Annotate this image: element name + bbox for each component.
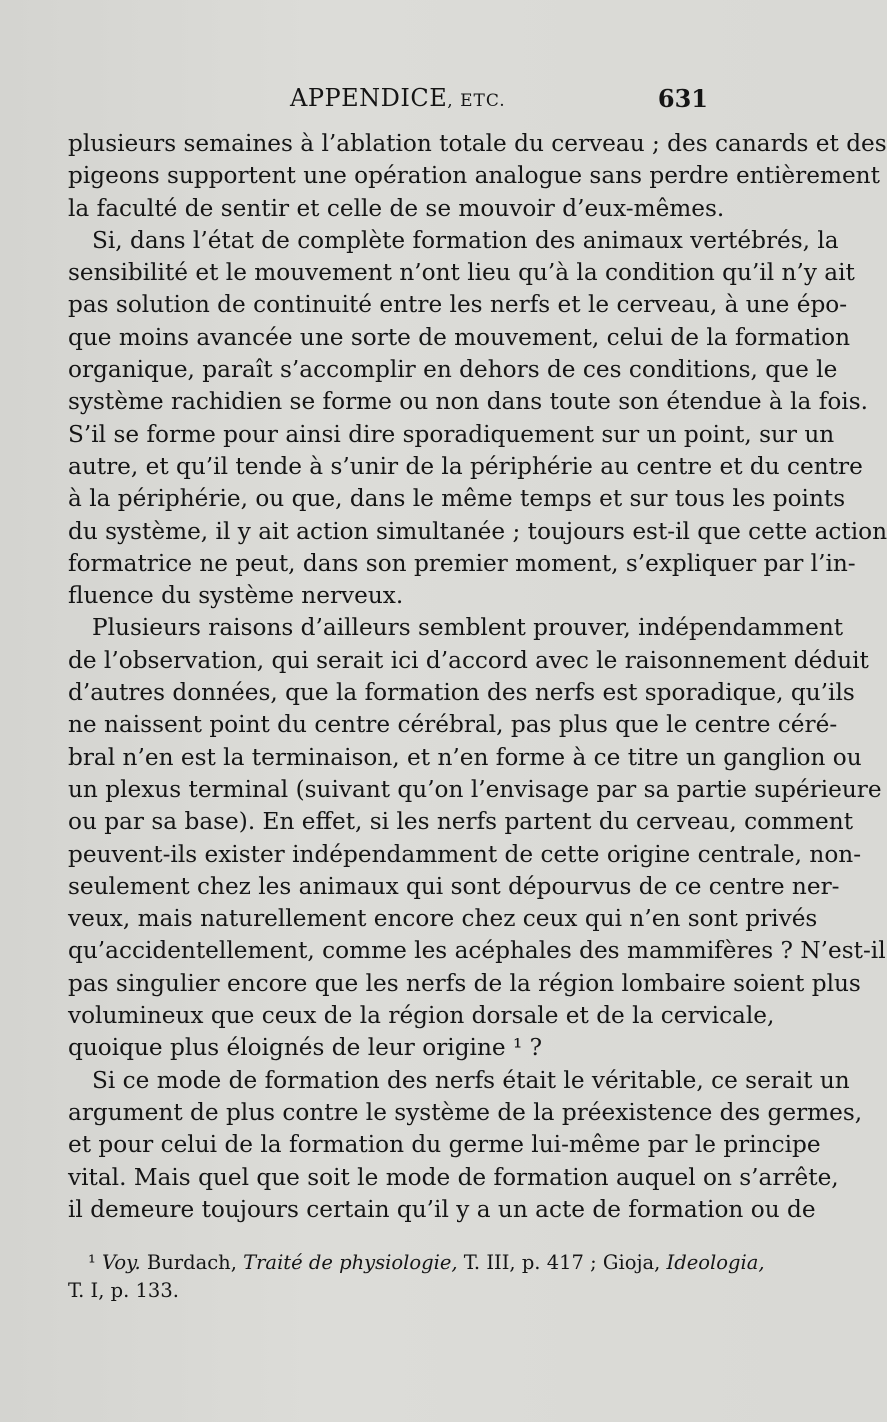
text-line: d’autres données, que la formation des nerfs est sporadique, qu’ils <box>68 679 855 707</box>
text-line: bral n’en est la terminaison, et n’en forme à ce titre un ganglion ou <box>68 743 862 771</box>
text-line: Si ce mode de formation des nerfs était le véritable, ce serait un <box>92 1066 850 1094</box>
footnote-work-title: Traité de physiologie, <box>243 1251 458 1274</box>
running-header <box>68 84 708 118</box>
running-title-text: APPENDICE <box>290 84 448 112</box>
text-line: quoique plus éloignés de leur origine ¹ ? <box>68 1034 543 1062</box>
text-line: ne naissent point du centre cérébral, pas plus que le centre céré- <box>68 711 838 739</box>
text-line: seulement chez les animaux qui sont dépourvus de ce centre ner- <box>68 872 840 900</box>
text-line: un plexus terminal (suivant qu’on l’envisage par sa partie supérieure <box>68 775 882 803</box>
text-line: Plusieurs raisons d’ailleurs semblent prouver, indépendamment <box>92 614 844 642</box>
text-line: pas singulier encore que les nerfs de la région lombaire soient plus <box>68 969 861 997</box>
text-line: du système, il y ait action simultanée ; toujours est-il que cette action <box>68 517 887 545</box>
footnote-details2: T. I, p. 133. <box>68 1279 179 1302</box>
footnote-ref: Voy. <box>102 1251 141 1274</box>
body-text <box>68 128 887 1226</box>
footnote-line-2 <box>68 1277 708 1305</box>
text-line: la faculté de sentir et celle de se mouvoir d’eux-mêmes. <box>68 194 725 222</box>
footnote-line-1 <box>68 1249 765 1277</box>
text-line: il demeure toujours certain qu’il y a un acte de formation ou de <box>68 1195 816 1223</box>
text-line: veux, mais naturellement encore chez ceux qui n’en sont privés <box>68 905 818 933</box>
text-line: qu’accidentellement, comme les acéphales des mammifères ? N’est-il <box>68 937 886 965</box>
footnote-author: Burdach, <box>146 1251 237 1274</box>
text-line: Si, dans l’état de complète formation des animaux vertébrés, la <box>92 226 839 254</box>
running-title-suffix: , ETC. <box>447 91 506 111</box>
text-line: système rachidien se forme ou non dans toute son étendue à la fois. <box>68 388 868 416</box>
footnote-marker: ¹ <box>88 1251 96 1274</box>
text-line: organique, paraît s’accomplir en dehors de ces conditions, que le <box>68 356 838 384</box>
text-line: et pour celui de la formation du germe lui-même par le principe <box>68 1131 821 1159</box>
text-line: que moins avancée une sorte de mouvement, celui de la formation <box>68 323 851 351</box>
running-title <box>290 84 506 112</box>
text-line: S’il se forme pour ainsi dire sporadiquement sur un point, sur un <box>68 420 835 448</box>
text-line: pigeons supportent une opération analogue sans perdre entièrement <box>68 162 880 190</box>
text-line: sensibilité et le mouvement n’ont lieu qu’à la condition qu’il n’y ait <box>68 259 855 287</box>
text-line: fluence du système nerveux. <box>68 582 404 610</box>
text-line: pas solution de continuité entre les nerfs et le cerveau, à une épo- <box>68 291 848 319</box>
text-line: ou par sa base). En effet, si les nerfs partent du cerveau, comment <box>68 808 854 836</box>
text-line: peuvent-ils exister indépendamment de cette origine centrale, non- <box>68 840 862 868</box>
text-line: de l’observation, qui serait ici d’accord avec le raisonnement déduit <box>68 646 869 674</box>
text-line: vital. Mais quel que soit le mode de formation auquel on s’arrête, <box>68 1163 839 1191</box>
text-line: formatrice ne peut, dans son premier moment, s’expliquer par l’in- <box>68 549 856 577</box>
footnote-details: T. III, p. 417 ; Gioja, <box>463 1251 661 1274</box>
footnote-work2-title: Ideologia, <box>666 1251 765 1274</box>
text-line: à la périphérie, ou que, dans le même temps et sur tous les points <box>68 485 846 513</box>
footnotes <box>68 1249 765 1305</box>
text-line: autre, et qu’il tende à s’unir de la périphérie au centre et du centre <box>68 452 863 480</box>
text-line: argument de plus contre le système de la préexistence des germes, <box>68 1098 863 1126</box>
text-line: plusieurs semaines à l’ablation totale du cerveau ; des canards et des <box>68 130 887 157</box>
text-line: volumineux que ceux de la région dorsale et de la cervicale, <box>68 1002 775 1030</box>
page-number: 631 <box>657 84 708 113</box>
